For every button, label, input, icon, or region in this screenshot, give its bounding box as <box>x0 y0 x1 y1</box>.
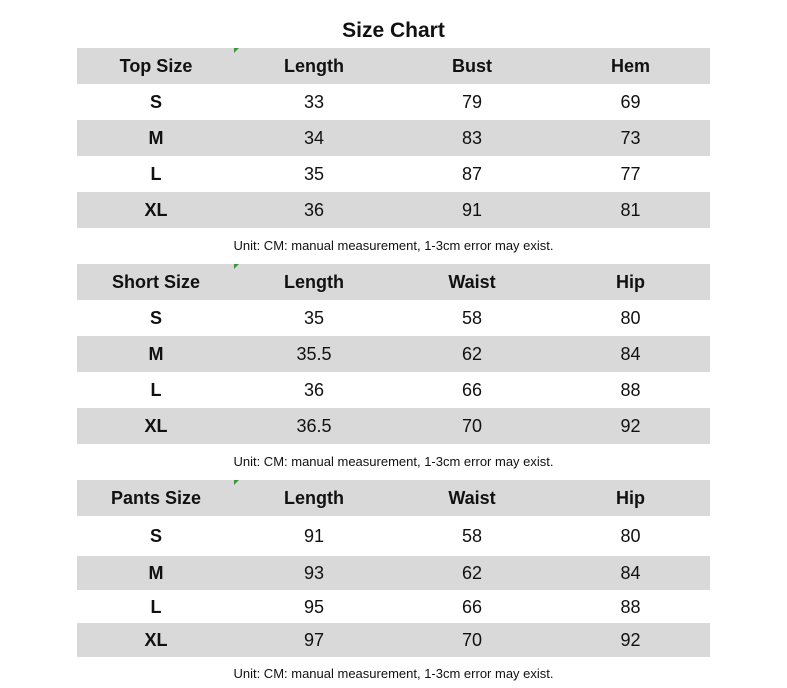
hip-cell: 88 <box>620 596 641 617</box>
header-bust: Bust <box>452 56 492 76</box>
length-cell: 35 <box>303 308 325 328</box>
measurement-note: Unit: CM: manual measurement, 1-3cm error may exist. <box>233 238 554 253</box>
waist-cell: 62 <box>461 344 483 364</box>
pants-size-table <box>77 480 710 657</box>
table-row <box>77 408 710 444</box>
table-header-row <box>77 48 710 84</box>
table-row <box>77 336 710 372</box>
header-hip: Hip <box>616 488 645 508</box>
size-cell: M <box>148 128 164 148</box>
waist-cell: 58 <box>461 308 483 328</box>
length-cell: 36.5 <box>296 416 332 436</box>
hip-cell: 80 <box>620 526 641 546</box>
top-size-table <box>77 48 710 228</box>
cell-marker-icon <box>234 480 239 485</box>
table-header-row <box>77 480 710 516</box>
header-length: Length <box>284 272 344 292</box>
header-length: Length <box>284 488 344 508</box>
header-hip: Hip <box>616 272 645 292</box>
size-cell: L <box>150 164 162 184</box>
table-row <box>77 300 710 336</box>
hip-cell: 84 <box>620 563 641 583</box>
size-cell: XL <box>144 630 168 650</box>
header-length: Length <box>284 56 344 76</box>
table-row <box>77 516 710 556</box>
header-hem: Hem <box>610 56 650 76</box>
size-cell: L <box>150 380 162 400</box>
page-title: Size Chart <box>342 19 445 42</box>
hip-cell: 92 <box>620 416 641 436</box>
length-cell: 35 <box>303 164 325 184</box>
hip-cell: 88 <box>620 380 641 400</box>
table-row <box>77 623 710 657</box>
table-row <box>77 192 710 228</box>
size-cell: S <box>149 92 162 112</box>
header-waist: Waist <box>448 488 496 508</box>
cell-marker-icon <box>234 264 239 269</box>
length-cell: 95 <box>303 596 325 617</box>
length-cell: 33 <box>303 92 325 112</box>
bust-cell: 83 <box>461 128 483 148</box>
waist-cell: 62 <box>461 563 483 583</box>
header-size: Pants Size <box>110 488 202 508</box>
hip-cell: 80 <box>620 308 641 328</box>
size-cell: M <box>148 344 164 364</box>
waist-cell: 70 <box>461 416 483 436</box>
table-row <box>77 372 710 408</box>
measurement-note: Unit: CM: manual measurement, 1-3cm error may exist. <box>233 666 554 681</box>
table-row <box>77 556 710 590</box>
waist-cell: 58 <box>461 526 483 546</box>
size-cell: S <box>149 308 162 328</box>
measurement-note: Unit: CM: manual measurement, 1-3cm error may exist. <box>233 454 554 469</box>
size-cell: XL <box>144 200 168 220</box>
length-cell: 97 <box>303 630 325 650</box>
length-cell: 36 <box>303 380 325 400</box>
hem-cell: 77 <box>620 164 641 184</box>
length-cell: 35.5 <box>296 344 332 364</box>
length-cell: 36 <box>303 200 325 220</box>
table-header-row <box>77 264 710 300</box>
hip-cell: 92 <box>620 630 641 650</box>
waist-cell: 70 <box>461 630 483 650</box>
bust-cell: 87 <box>461 164 483 184</box>
length-cell: 91 <box>303 526 325 546</box>
header-size: Top Size <box>119 56 193 76</box>
bust-cell: 79 <box>461 92 483 112</box>
hem-cell: 69 <box>620 92 641 112</box>
hem-cell: 73 <box>620 128 641 148</box>
hem-cell: 81 <box>620 200 641 220</box>
cell-marker-icon <box>234 48 239 53</box>
waist-cell: 66 <box>461 596 483 617</box>
size-cell: XL <box>144 416 168 436</box>
table-row <box>77 120 710 156</box>
size-cell: S <box>149 526 162 546</box>
table-row <box>77 156 710 192</box>
short-size-table <box>77 264 710 444</box>
bust-cell: 91 <box>461 200 483 220</box>
header-waist: Waist <box>448 272 496 292</box>
size-cell: M <box>148 563 164 583</box>
table-row <box>77 590 710 623</box>
waist-cell: 66 <box>461 380 483 400</box>
hip-cell: 84 <box>620 344 641 364</box>
size-cell: L <box>150 596 162 617</box>
length-cell: 93 <box>303 563 325 583</box>
length-cell: 34 <box>303 128 325 148</box>
header-size: Short Size <box>111 272 200 292</box>
table-row <box>77 84 710 120</box>
